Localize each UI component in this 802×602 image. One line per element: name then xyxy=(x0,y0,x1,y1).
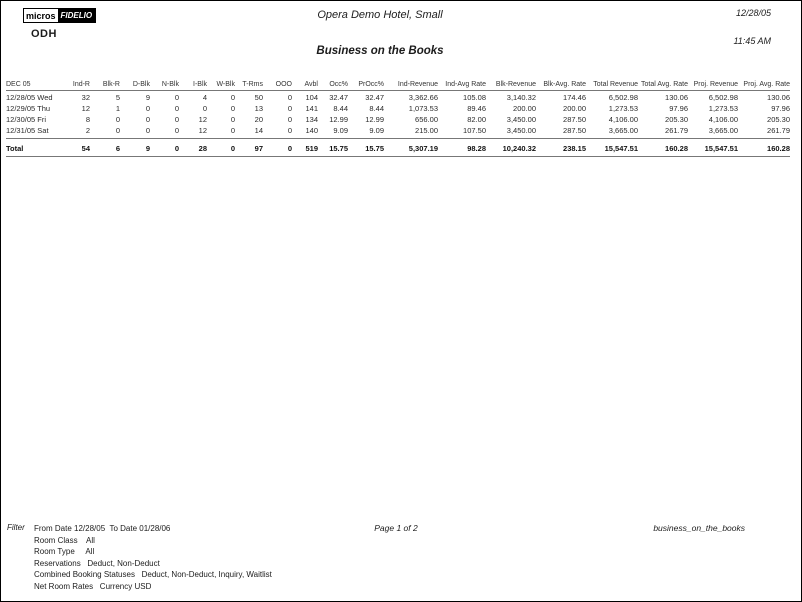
value-cell: 15,547.51 xyxy=(704,144,738,153)
value-cell: 0 xyxy=(174,126,179,135)
print-date: 12/28/05 xyxy=(735,8,771,18)
table-row xyxy=(6,102,790,113)
total-row xyxy=(6,139,790,157)
value-cell: 9 xyxy=(145,144,150,153)
value-cell: 1,273.53 xyxy=(608,104,638,113)
column-header: Ind-Avg Rate xyxy=(445,81,486,88)
value-cell: 0 xyxy=(174,144,179,153)
value-cell: 0 xyxy=(230,93,235,102)
value-cell: 0 xyxy=(174,93,179,102)
value-cell: 0 xyxy=(145,104,150,113)
value-cell: 6,502.98 xyxy=(708,93,738,102)
value-cell: 9.09 xyxy=(333,126,348,135)
value-cell: 10,240.32 xyxy=(502,144,536,153)
value-cell: 97.96 xyxy=(669,104,688,113)
value-cell: 0 xyxy=(145,126,150,135)
value-cell: 130.06 xyxy=(665,93,688,102)
value-cell: 0 xyxy=(115,126,120,135)
value-cell: 160.28 xyxy=(665,144,688,153)
column-header: N-Blk xyxy=(161,81,179,88)
filter-line: Combined Booking Statuses Deduct, Non-Deduct, Inquiry, Waitlist xyxy=(34,570,272,579)
value-cell: 3,665.00 xyxy=(708,126,738,135)
value-cell: 15.75 xyxy=(329,144,348,153)
value-cell: 20 xyxy=(254,115,263,124)
table-row xyxy=(6,113,790,124)
date-cell: Total xyxy=(6,144,24,153)
value-cell: 205.30 xyxy=(767,115,790,124)
value-cell: 0 xyxy=(202,104,207,113)
value-cell: 130.06 xyxy=(767,93,790,102)
value-cell: 13 xyxy=(254,104,263,113)
value-cell: 5 xyxy=(115,93,120,102)
value-cell: 89.46 xyxy=(467,104,486,113)
value-cell: 0 xyxy=(230,104,235,113)
column-header: I-Blk xyxy=(193,81,207,88)
filter-line: From Date 12/28/05 To Date 01/28/06 xyxy=(34,524,171,533)
value-cell: 141 xyxy=(305,104,318,113)
value-cell: 9 xyxy=(145,93,150,102)
value-cell: 50 xyxy=(254,93,263,102)
value-cell: 140 xyxy=(305,126,318,135)
value-cell: 205.30 xyxy=(665,115,688,124)
filter-criteria xyxy=(34,523,272,592)
logo-micros-text: micros xyxy=(26,10,56,21)
value-cell: 261.79 xyxy=(767,126,790,135)
logo-fidelio-text: FIDELIO xyxy=(58,9,96,22)
value-cell: 0 xyxy=(115,115,120,124)
value-cell: 15,547.51 xyxy=(604,144,638,153)
value-cell: 3,362.66 xyxy=(408,93,438,102)
column-header: Ind-Revenue xyxy=(397,81,438,88)
value-cell: 12.99 xyxy=(365,115,384,124)
date-cell: 12/29/05 Thu xyxy=(6,104,51,113)
value-cell: 105.08 xyxy=(463,93,486,102)
column-header: W-Blk xyxy=(216,81,235,88)
value-cell: 14 xyxy=(254,126,263,135)
column-header: Occ% xyxy=(329,81,348,88)
value-cell: 4,106.00 xyxy=(608,115,638,124)
value-cell: 287.50 xyxy=(563,126,586,135)
page-number: Page 1 of 2 xyxy=(374,523,418,533)
value-cell: 4,106.00 xyxy=(708,115,738,124)
value-cell: 6,502.98 xyxy=(608,93,638,102)
value-cell: 134 xyxy=(305,115,318,124)
column-header: DEC 05 xyxy=(6,81,31,88)
value-cell: 215.00 xyxy=(415,126,438,135)
value-cell: 82.00 xyxy=(467,115,486,124)
value-cell: 0 xyxy=(174,115,179,124)
value-cell: 54 xyxy=(81,144,90,153)
value-cell: 0 xyxy=(287,126,292,135)
filter-line: Net Room Rates Currency USD xyxy=(34,581,152,591)
value-cell: 8.44 xyxy=(369,104,384,113)
column-header: OOO xyxy=(275,81,292,88)
value-cell: 261.79 xyxy=(665,126,688,135)
value-cell: 5,307.19 xyxy=(408,144,438,153)
column-header: Blk-Revenue xyxy=(495,81,536,88)
report-file-name: business_on_the_books xyxy=(653,523,745,533)
value-cell: 4 xyxy=(202,93,207,102)
value-cell: 97 xyxy=(254,144,263,153)
column-header: Total Avg. Rate xyxy=(641,81,688,88)
value-cell: 656.00 xyxy=(415,115,438,124)
value-cell: 6 xyxy=(115,144,120,153)
value-cell: 0 xyxy=(230,126,235,135)
report-title: Business on the Books xyxy=(316,45,444,57)
filter-label: Filter xyxy=(7,523,25,532)
property-code: ODH xyxy=(31,28,57,40)
table-row xyxy=(6,124,790,135)
filter-line: Room Class All xyxy=(34,535,95,545)
value-cell: 1,273.53 xyxy=(708,104,738,113)
value-cell: 519 xyxy=(305,144,318,153)
value-cell: 97.96 xyxy=(771,104,790,113)
date-cell: 12/28/05 Wed xyxy=(6,93,53,102)
value-cell: 12 xyxy=(198,126,207,135)
value-cell: 12 xyxy=(81,104,90,113)
value-cell: 3,665.00 xyxy=(608,126,638,135)
value-cell: 32.47 xyxy=(365,93,384,102)
column-header: Total Revenue xyxy=(593,81,638,88)
value-cell: 3,450.00 xyxy=(506,126,536,135)
value-cell: 238.15 xyxy=(563,144,586,153)
value-cell: 32 xyxy=(81,93,90,102)
business-on-books-table xyxy=(6,77,790,157)
date-cell: 12/31/05 Sat xyxy=(6,126,49,135)
value-cell: 0 xyxy=(287,115,292,124)
value-cell: 287.50 xyxy=(563,115,586,124)
value-cell: 28 xyxy=(198,144,207,153)
column-header: Ind-R xyxy=(72,81,90,88)
value-cell: 1 xyxy=(115,104,120,113)
value-cell: 104 xyxy=(305,93,318,102)
value-cell: 160.28 xyxy=(767,144,790,153)
column-header: T-Rms xyxy=(242,81,263,88)
value-cell: 3,450.00 xyxy=(506,115,536,124)
table-row xyxy=(6,91,790,103)
value-cell: 15.75 xyxy=(365,144,384,153)
value-cell: 2 xyxy=(85,126,90,135)
column-header: Proj. Revenue xyxy=(693,81,738,88)
print-time: 11:45 AM xyxy=(733,36,771,46)
value-cell: 12 xyxy=(198,115,207,124)
date-cell: 12/30/05 Fri xyxy=(6,115,47,124)
value-cell: 98.28 xyxy=(467,144,486,153)
hotel-name: Opera Demo Hotel, Small xyxy=(317,9,443,21)
value-cell: 8.44 xyxy=(333,104,348,113)
value-cell: 0 xyxy=(230,115,235,124)
value-cell: 1,073.53 xyxy=(408,104,438,113)
filter-line: Reservations Deduct, Non-Deduct xyxy=(34,558,160,568)
value-cell: 200.00 xyxy=(563,104,586,113)
column-header: D-Blk xyxy=(132,81,150,88)
value-cell: 8 xyxy=(85,115,90,124)
table-header-row xyxy=(6,77,790,91)
column-header: Blk-R xyxy=(102,81,120,88)
value-cell: 3,140.32 xyxy=(506,93,536,102)
value-cell: 0 xyxy=(287,93,292,102)
value-cell: 32.47 xyxy=(329,93,348,102)
value-cell: 0 xyxy=(174,104,179,113)
column-header: Blk-Avg. Rate xyxy=(543,81,586,88)
value-cell: 0 xyxy=(287,104,292,113)
value-cell: 0 xyxy=(287,144,292,153)
column-header: PrOcc% xyxy=(358,81,384,88)
filter-line: Room Type All xyxy=(34,547,95,556)
value-cell: 174.46 xyxy=(563,93,586,102)
value-cell: 12.99 xyxy=(329,115,348,124)
value-cell: 107.50 xyxy=(463,126,486,135)
value-cell: 9.09 xyxy=(369,126,384,135)
value-cell: 0 xyxy=(145,115,150,124)
column-header: Proj. Avg. Rate xyxy=(743,81,790,88)
column-header: Avbl xyxy=(304,81,318,88)
value-cell: 200.00 xyxy=(513,104,536,113)
value-cell: 0 xyxy=(230,144,235,153)
